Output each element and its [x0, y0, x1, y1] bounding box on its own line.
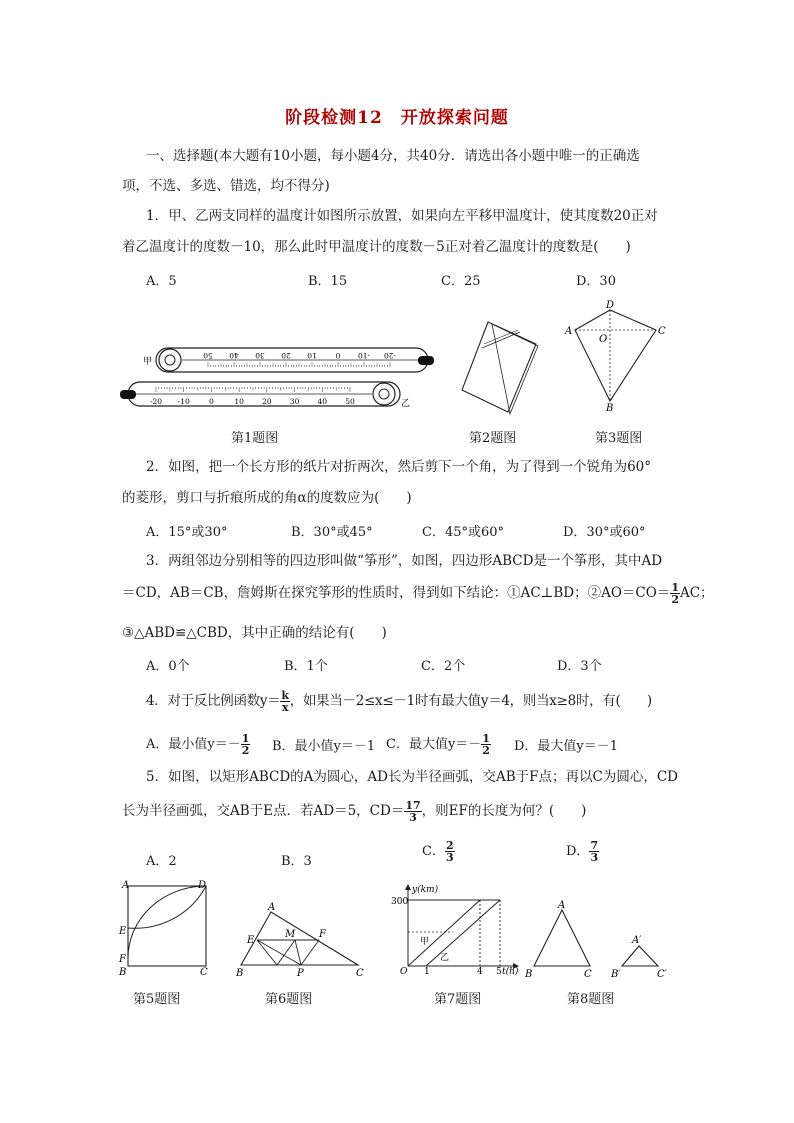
q4-option-a: A．最小值y＝－ $\frac{1}{2}$: [146, 732, 250, 757]
q5-fraction: $\frac{17}{3}$: [405, 799, 421, 824]
q2-option-a: A．15°或30°: [146, 525, 228, 540]
fig7-line-yi: [426, 900, 500, 966]
fig7-label-yi: 乙: [440, 953, 450, 963]
thermometer-jia-scale-label: -10: [357, 351, 371, 360]
q4-line1: 4．对于反比例函数y＝ $\frac{k}{x}$ ，如果当－2≤x≤－1时有最大值y＝4，则当x≥8时，有( ): [146, 689, 652, 714]
section-intro-line2: 项，不选、多选、错选，均不得分): [122, 178, 330, 194]
fig6-label-b: B: [236, 968, 244, 979]
figure-6-triangle: [233, 900, 368, 980]
thermometer-yi-scale-label: 0: [209, 397, 214, 406]
fig7-label-jia: 甲: [420, 937, 430, 947]
page-title: 阶段检测12 开放探索问题: [285, 108, 509, 128]
q5-line2: 长为半径画弧，交AB于E点．若AD＝5，CD＝ $\frac{17}{3}$ ，则EF的长度为何？( ): [122, 799, 587, 824]
caption-figure-5: 第5题图: [133, 992, 181, 1007]
fig7-label-5: 5: [496, 967, 502, 977]
q2-option-d: D．30°或60°: [563, 525, 646, 540]
q3-option-d: D．3个: [557, 659, 602, 674]
thermometer-yi-scale-label: 50: [345, 397, 355, 406]
kite-label-a: A: [565, 326, 573, 337]
thermometer-jia-scale-label: 10: [307, 351, 317, 360]
q3-option-b: B．1个: [284, 659, 328, 674]
q5-option-a: A．2: [146, 854, 177, 869]
q3-line2-text-a: ＝CD，AB＝CB，詹姆斯在探究筝形的性质时，得到如下结论：①AC⊥BD；②AO＝CO＝: [122, 585, 671, 601]
figure-7-distance-time-graph: [388, 882, 523, 980]
q3-line3: ③△ABD≌△CBD，其中正确的结论有( ): [122, 625, 387, 641]
fig7-label-300: 300: [391, 897, 409, 907]
q3-fraction: $\frac{1}{2}$: [671, 581, 679, 606]
fig8-label-c: C: [584, 969, 592, 980]
q1-line2: 着乙温度计的度数－10，那么此时甲温度计的度数－5正对着乙温度计的度数是( ): [122, 239, 631, 255]
q1-option-b: B．15: [308, 274, 348, 289]
q3-option-a: A．0个: [146, 659, 190, 674]
q4-fraction: $\frac{k}{x}$: [281, 689, 289, 714]
fig6-label-a: A: [268, 902, 276, 913]
fig7-label-1: 1: [424, 967, 430, 977]
thermometer-jia-scale-label: 40: [229, 351, 239, 360]
q2-line1: 2．如图，把一个长方形的纸片对折两次，然后剪下一个角，为了得到一个锐角为60°: [146, 459, 652, 475]
fig8-label-b: B: [525, 969, 533, 980]
figure-2-folded-paper: [458, 318, 540, 418]
thermometer-jia-scale-label: 0: [335, 351, 341, 360]
figure-8-similar-triangles: [522, 898, 682, 980]
q3-line2-text-b: AC；: [679, 585, 714, 601]
fig5-label-a: A: [122, 880, 130, 891]
q3-option-c: C．2个: [421, 659, 466, 674]
fig6-label-e: E: [247, 935, 255, 946]
fig8-label-c-prime: C′: [657, 969, 667, 980]
fig7-label-th: t(h): [502, 967, 519, 977]
thermometer-jia-scale-label: -20: [383, 351, 397, 360]
q1-option-c: C．25: [441, 274, 481, 289]
thermometer-jia-tip: [418, 356, 434, 365]
thermometer-yi-label: 乙: [401, 399, 411, 409]
q1-option-d: D．30: [576, 274, 616, 289]
caption-figure-7: 第7题图: [434, 992, 482, 1007]
q1-line1: 1．甲、乙两支同样的温度计如图所示放置，如果向左平移甲温度计，使其度数20正对: [146, 208, 658, 224]
q1-option-a: A．5: [146, 274, 177, 289]
fig6-label-f: F: [319, 929, 326, 940]
fig5-label-f: F: [119, 954, 126, 965]
fig5-label-c: C: [200, 967, 208, 978]
thermometer-jia-label: 甲: [143, 357, 153, 367]
thermometer-yi-scale-label: 30: [289, 397, 300, 406]
q4-option-b: B．最小值y＝－1: [272, 739, 376, 754]
fig8-label-b-prime: B′: [611, 969, 621, 980]
fig6-label-c: C: [356, 968, 364, 979]
q5-option-d: D． $\frac{7}{3}$: [566, 839, 599, 864]
fig5-label-e: E: [119, 926, 127, 937]
fig5-label-d: D: [198, 880, 207, 891]
figure-3-kite: [563, 298, 675, 413]
fig7-label-o: O: [400, 967, 408, 977]
fig7-label-4: 4: [477, 967, 483, 977]
thermometer-jia-scale-label: 20: [281, 351, 291, 360]
thermometer-yi-scale-label: -20: [149, 397, 163, 406]
caption-figure-6: 第6题图: [265, 992, 313, 1007]
figure-1-thermometers: [118, 342, 438, 417]
kite-label-d: D: [606, 300, 615, 311]
q4-option-d: D．最大值y＝－1: [514, 739, 619, 754]
thermometer-jia-scale-label: 30: [255, 351, 265, 360]
q3-line2: [122, 582, 714, 605]
kite-label-c: C: [658, 326, 666, 337]
q2-option-c: C．45°或60°: [422, 525, 505, 540]
q5-option-b: B．3: [281, 854, 312, 869]
thermometer-jia-scale-label: 50: [203, 351, 213, 360]
figure-5-rectangle-arcs: [118, 878, 213, 978]
caption-figure-3: 第3题图: [595, 431, 643, 446]
fig6-label-p: P: [297, 968, 304, 979]
q5-line1: 5．如图，以矩形ABCD的A为圆心，AD长为半径画弧，交AB于F点；再以C为圆心，CD: [146, 769, 679, 785]
kite-label-o: O: [599, 334, 608, 345]
fig7-label-ykm: y(km): [412, 885, 439, 895]
caption-figure-2: 第2题图: [469, 431, 517, 446]
q3-line1: 3．两组邻边分别相等的四边形叫做“筝形”，如图，四边形ABCD是一个筝形，其中AD: [146, 553, 663, 569]
q5-option-c: C． $\frac{2}{3}$: [422, 839, 454, 864]
caption-figure-8: 第8题图: [567, 992, 615, 1007]
fig5-label-b: B: [119, 967, 127, 978]
q2-option-b: B．30°或45°: [291, 525, 373, 540]
thermometer-yi-tip: [120, 390, 136, 399]
fig6-label-m: M: [285, 929, 296, 940]
q2-line2: 的菱形，剪口与折痕所成的角α的度数应为( ): [122, 490, 412, 506]
thermometer-yi-scale-label: 10: [234, 397, 244, 406]
thermometer-yi-scale-label: 40: [317, 397, 328, 406]
q4-option-c: C．最大值y＝－ $\frac{1}{2}$: [386, 732, 490, 757]
thermometer-yi-scale-label: -10: [177, 397, 190, 406]
section-intro-line1: 一、选择题(本大题有10小题，每小题4分，共40分．请选出各小题中唯一的正确选: [146, 148, 640, 164]
fig8-label-a-prime: A′: [632, 935, 642, 946]
fig8-label-a: A: [558, 900, 566, 911]
thermometer-yi-scale-label: 20: [262, 397, 272, 406]
kite-label-b: B: [606, 403, 614, 414]
caption-figure-1: 第1题图: [231, 431, 279, 446]
